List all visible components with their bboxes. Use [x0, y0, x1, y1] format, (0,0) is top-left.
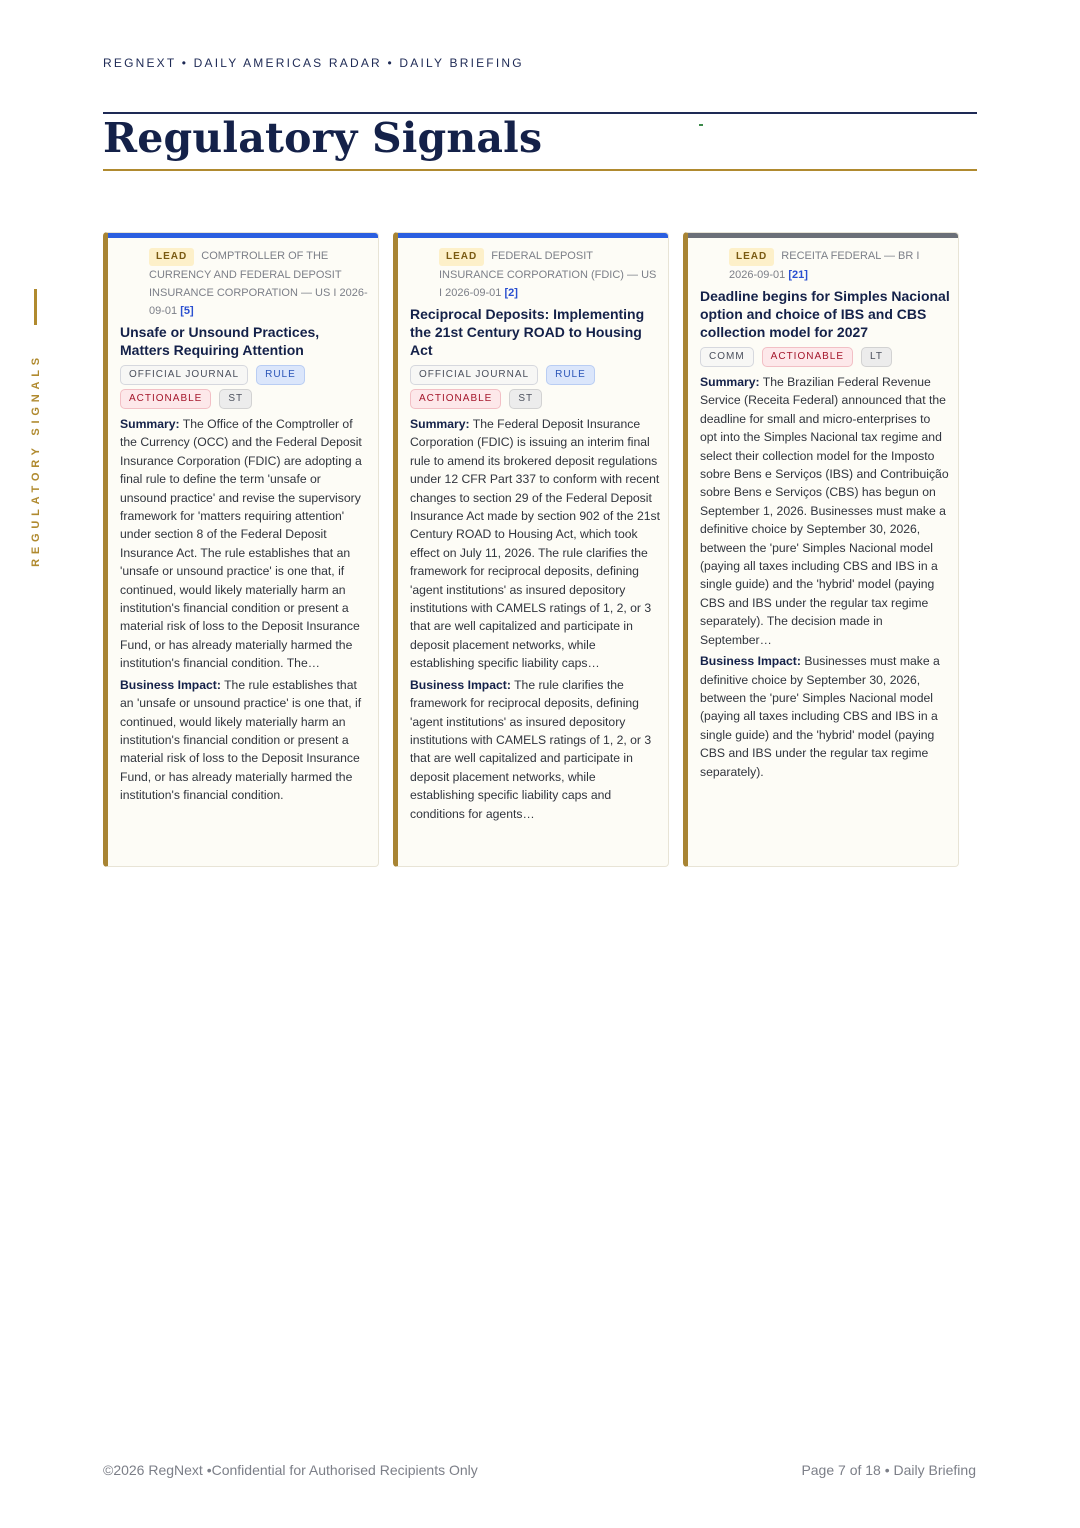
impact-paragraph: [120, 676, 370, 805]
lead-badge: LEAD: [729, 248, 774, 266]
impact-text: Businesses must make a definitive choice by September 30, 2026, between the 'pure' Simples Nacional model (paying all taxes including CBS and IBS in a single guide) and the 'hybrid' model (paying CBS and IBS under the regular tax regime separately).: [700, 654, 940, 779]
card-meta: [410, 247, 660, 302]
side-tab-marker: [34, 289, 37, 325]
tag-horizon: ST: [509, 389, 542, 409]
summary-paragraph: [700, 373, 950, 649]
summary-label: Summary:: [120, 417, 180, 431]
card-top-bar: [108, 233, 378, 238]
tag-rule: RULE: [256, 365, 305, 385]
signal-card[interactable]: [103, 232, 379, 867]
impact-paragraph: [410, 676, 660, 823]
impact-label: Business Impact:: [700, 654, 801, 669]
citation-ref[interactable]: [21]: [788, 269, 808, 281]
signal-card[interactable]: [393, 232, 669, 867]
tag-rule: RULE: [546, 365, 595, 385]
tag-actionable: ACTIONABLE: [120, 389, 211, 409]
card-source: COMPTROLLER OF THE CURRENCY AND FEDERAL DEPOSIT INSURANCE CORPORATION — US I 2026-09-01: [149, 250, 368, 317]
tag-horizon: LT: [861, 347, 892, 367]
card-meta: [120, 247, 370, 320]
card-title[interactable]: Unsafe or Unsound Practices, Matters Requiring Attention: [120, 324, 320, 358]
summary-text: The Office of the Comptroller of the Currency (OCC) and the Federal Deposit Insurance Corporation (FDIC) are adopting a final rule to define the term 'unsafe or unsound practice' and revise the supervisory framework for 'matters requiring attention' under section 8 of the Federal Deposit Insurance Act. The rule establishes that an 'unsafe or unsound practice' is one that, if continued, would likely materially harm an institution's financial condition or present a material risk of loss to the Deposit Insurance Fund, or has already materially harmed the institution's financial condition. The…: [120, 417, 362, 671]
title-accent-mark: [699, 124, 703, 126]
citation-ref[interactable]: [5]: [180, 305, 194, 317]
impact-label: Business Impact:: [410, 677, 511, 692]
card-meta: [700, 247, 950, 284]
tag-actionable: ACTIONABLE: [410, 389, 501, 409]
breadcrumb: REGNEXT • DAILY AMERICAS RADAR • DAILY BRIEFING: [103, 56, 524, 70]
card-title[interactable]: Deadline begins for Simples Nacional option and choice of IBS and CBS collection model for 2027: [700, 288, 950, 340]
tag-list: [410, 365, 660, 409]
footer-page-number: Page 7 of 18 • Daily Briefing: [801, 1462, 976, 1478]
lead-badge: LEAD: [149, 248, 194, 266]
summary-paragraph: [410, 415, 660, 673]
footer-copyright: ©2026 RegNext •Confidential for Authorised Recipients Only: [103, 1462, 478, 1478]
card-top-bar: [688, 233, 958, 238]
tag-list: [700, 347, 950, 367]
card-title[interactable]: Reciprocal Deposits: Implementing the 21st Century ROAD to Housing Act: [410, 306, 645, 358]
tag-official-journal: OFFICIAL JOURNAL: [120, 365, 248, 385]
card-source: FEDERAL DEPOSIT INSURANCE CORPORATION (FDIC) — US I 2026-09-01: [439, 250, 657, 299]
tag-official-journal: OFFICIAL JOURNAL: [410, 365, 538, 385]
tag-horizon: ST: [219, 389, 252, 409]
summary-text: The Brazilian Federal Revenue Service (Receita Federal) announced that the deadline for small and micro-enterprises to opt into the Simples Nacional tax regime and select their collection model for the Imposto sobre Bens e Serviços (IBS) and Contribuição sobre Bens e Serviços (CBS) has begun on September 1, 2026. Businesses must make a definitive choice by September 30, 2026, between the 'pure' Simples Nacional model (paying all taxes including CBS and IBS in a single guide) and the 'hybrid' model (paying CBS and IBS under the regular tax regime separately). The decision made in September…: [700, 375, 949, 647]
summary-text: The Federal Deposit Insurance Corporation (FDIC) is issuing an interim final rule to amend its brokered deposit regulations under 12 CFR Part 337 to conform with recent changes to section 29 of the Federal Deposit Insurance Act made by section 902 of the 21st Century ROAD to Housing Act, which took effect on July 11, 2026. The rule clarifies the framework for reciprocal deposits, defining 'agent institutions' as insured depository institutions with CAMELS ratings of 1, 2, or 3 that are well capitalized and participate in deposit placement networks, while establishing specific liability caps…: [410, 417, 660, 671]
page-title: Regulatory Signals: [103, 114, 543, 162]
card-top-bar: [398, 233, 668, 238]
summary-paragraph: [120, 415, 370, 673]
tag-list: [120, 365, 370, 409]
summary-label: Summary:: [410, 417, 470, 431]
impact-label: Business Impact:: [120, 677, 221, 692]
impact-text: The rule clarifies the framework for reciprocal deposits, defining 'agent institutions' as insured depository institutions with CAMELS ratings of 1, 2, or 3 that are well capitalized and participate in deposit placement networks, while establishing specific liability caps and conditions for agents…: [410, 677, 652, 821]
tag-actionable: ACTIONABLE: [762, 347, 853, 367]
impact-text: The rule establishes that an 'unsafe or unsound practice' is one that, if continued, would likely materially harm an institution's financial condition or present a material risk of loss to the Deposit Insurance Fund, or has already materially harmed the institution's financial condition.: [120, 677, 362, 803]
signal-card[interactable]: [683, 232, 959, 867]
tag-comm: COMM: [700, 347, 754, 367]
lead-badge: LEAD: [439, 248, 484, 266]
citation-ref[interactable]: [2]: [504, 287, 518, 299]
title-rule-bottom: [103, 169, 977, 171]
summary-label: Summary:: [700, 375, 760, 389]
impact-paragraph: [700, 652, 950, 781]
card-source: RECEITA FEDERAL — BR I 2026-09-01: [729, 250, 920, 281]
side-section-label: REGULATORY SIGNALS: [30, 353, 42, 567]
